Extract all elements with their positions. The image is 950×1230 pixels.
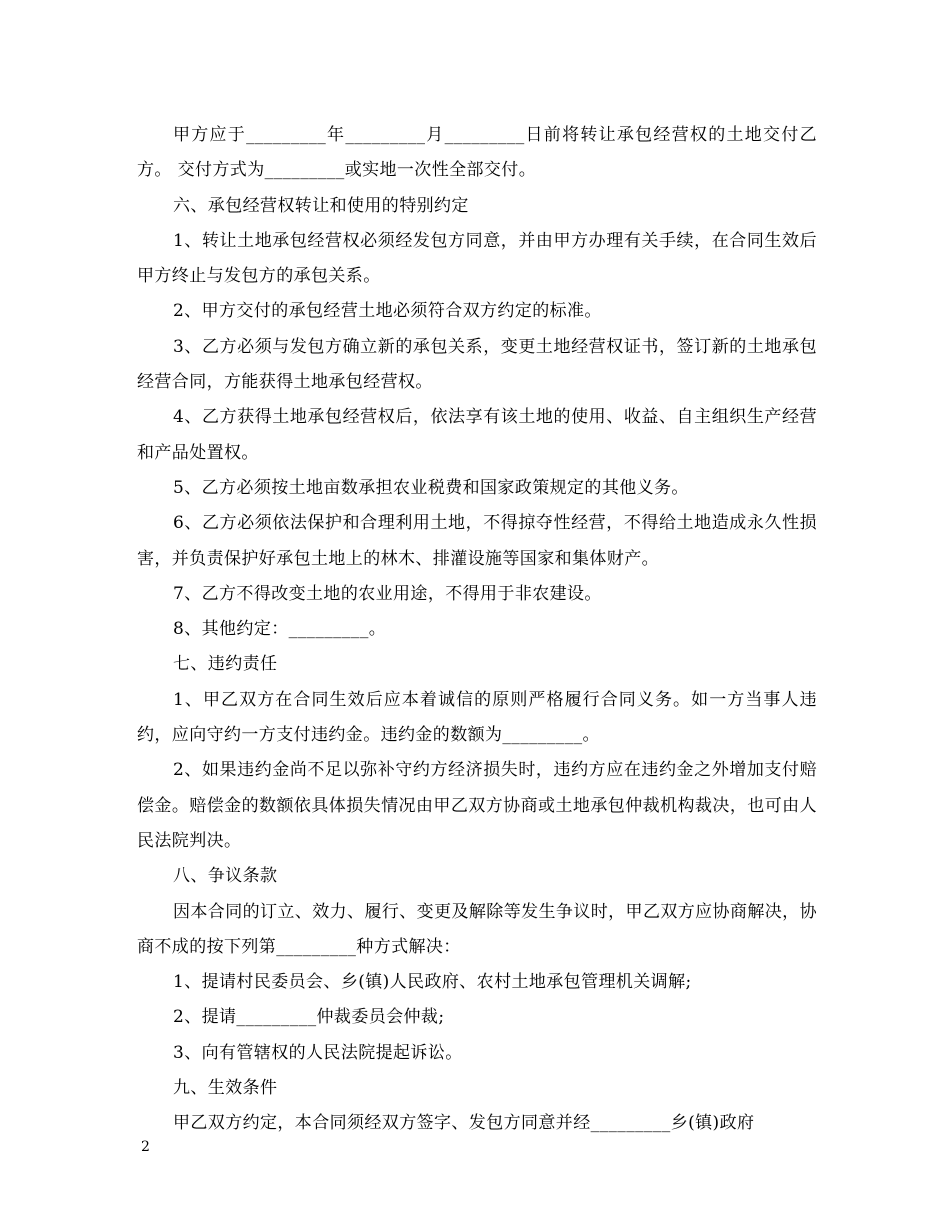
heading-section-9: 九、生效条件 — [173, 1078, 278, 1099]
paragraph-6-7: 7、乙方不得改变土地的农业用途，不得用于非农建设。 — [173, 583, 602, 604]
paragraph-delivery-date: 甲方应于_________年_________月_________日前将转让承包经营权的土地交付乙方。 交付方式为_________或实地一次性全部交付。 — [137, 125, 817, 181]
paragraph-8-intro: 因本合同的订立、效力、履行、变更及解除等发生争议时，甲乙双方应协商解决，协商不成的按下列第_________种方式解决： — [137, 901, 817, 957]
paragraph-9-1: 甲乙双方约定，本合同须经双方签字、发包方同意并经_________乡(镇)政府 — [173, 1113, 755, 1134]
paragraph-7-2: 2、如果违约金尚不足以弥补守约方经济损失时，违约方应在违约金之外增加支付赔偿金。赔偿金的数额依具体损失情况由甲乙双方协商或土地承包仲裁机构裁决，也可由人民法院判决。 — [137, 760, 817, 851]
paragraph-7-1: 1、甲乙双方在合同生效后应本着诚信的原则严格履行合同义务。如一方当事人违约，应向守约一方支付违约金。违约金的数额为_________。 — [137, 689, 817, 746]
heading-section-6: 六、承包经营权转让和使用的特别约定 — [173, 195, 469, 216]
paragraph-8-2: 2、提请_________仲裁委员会仲裁; — [173, 1007, 445, 1028]
heading-section-8: 八、争议条款 — [173, 866, 278, 887]
paragraph-6-8: 8、其他约定：_________。 — [173, 619, 387, 640]
page-number: 2 — [141, 1139, 150, 1155]
paragraph-6-5: 5、乙方必须按土地亩数承担农业税费和国家政策规定的其他义务。 — [173, 477, 689, 498]
paragraph-8-3: 3、向有管辖权的人民法院提起诉讼。 — [173, 1042, 463, 1063]
paragraph-6-3: 3、乙方必须与发包方确立新的承包关系，变更土地经营权证书，签订新的土地承包经营合同，方能获得土地承包经营权。 — [137, 336, 817, 393]
paragraph-6-4: 4、乙方获得土地承包经营权后，依法享有该土地的使用、收益、自主组织生产经营和产品处置权。 — [137, 407, 817, 463]
paragraph-6-2: 2、甲方交付的承包经营土地必须符合双方约定的标准。 — [173, 301, 602, 322]
document-body — [137, 118, 817, 1142]
paragraph-8-1: 1、提请村民委员会、乡(镇)人民政府、农村土地承包管理机关调解; — [173, 972, 692, 993]
heading-section-7: 七、违约责任 — [173, 654, 278, 675]
paragraph-6-6: 6、乙方必须依法保护和合理利用土地，不得掠夺性经营，不得给土地造成永久性损害，并负责保护好承包土地上的林木、排灌设施等国家和集体财产。 — [137, 513, 817, 569]
paragraph-6-1: 1、转让土地承包经营权必须经发包方同意，并由甲方办理有关手续，在合同生效后甲方终止与发包方的承包关系。 — [137, 230, 817, 287]
